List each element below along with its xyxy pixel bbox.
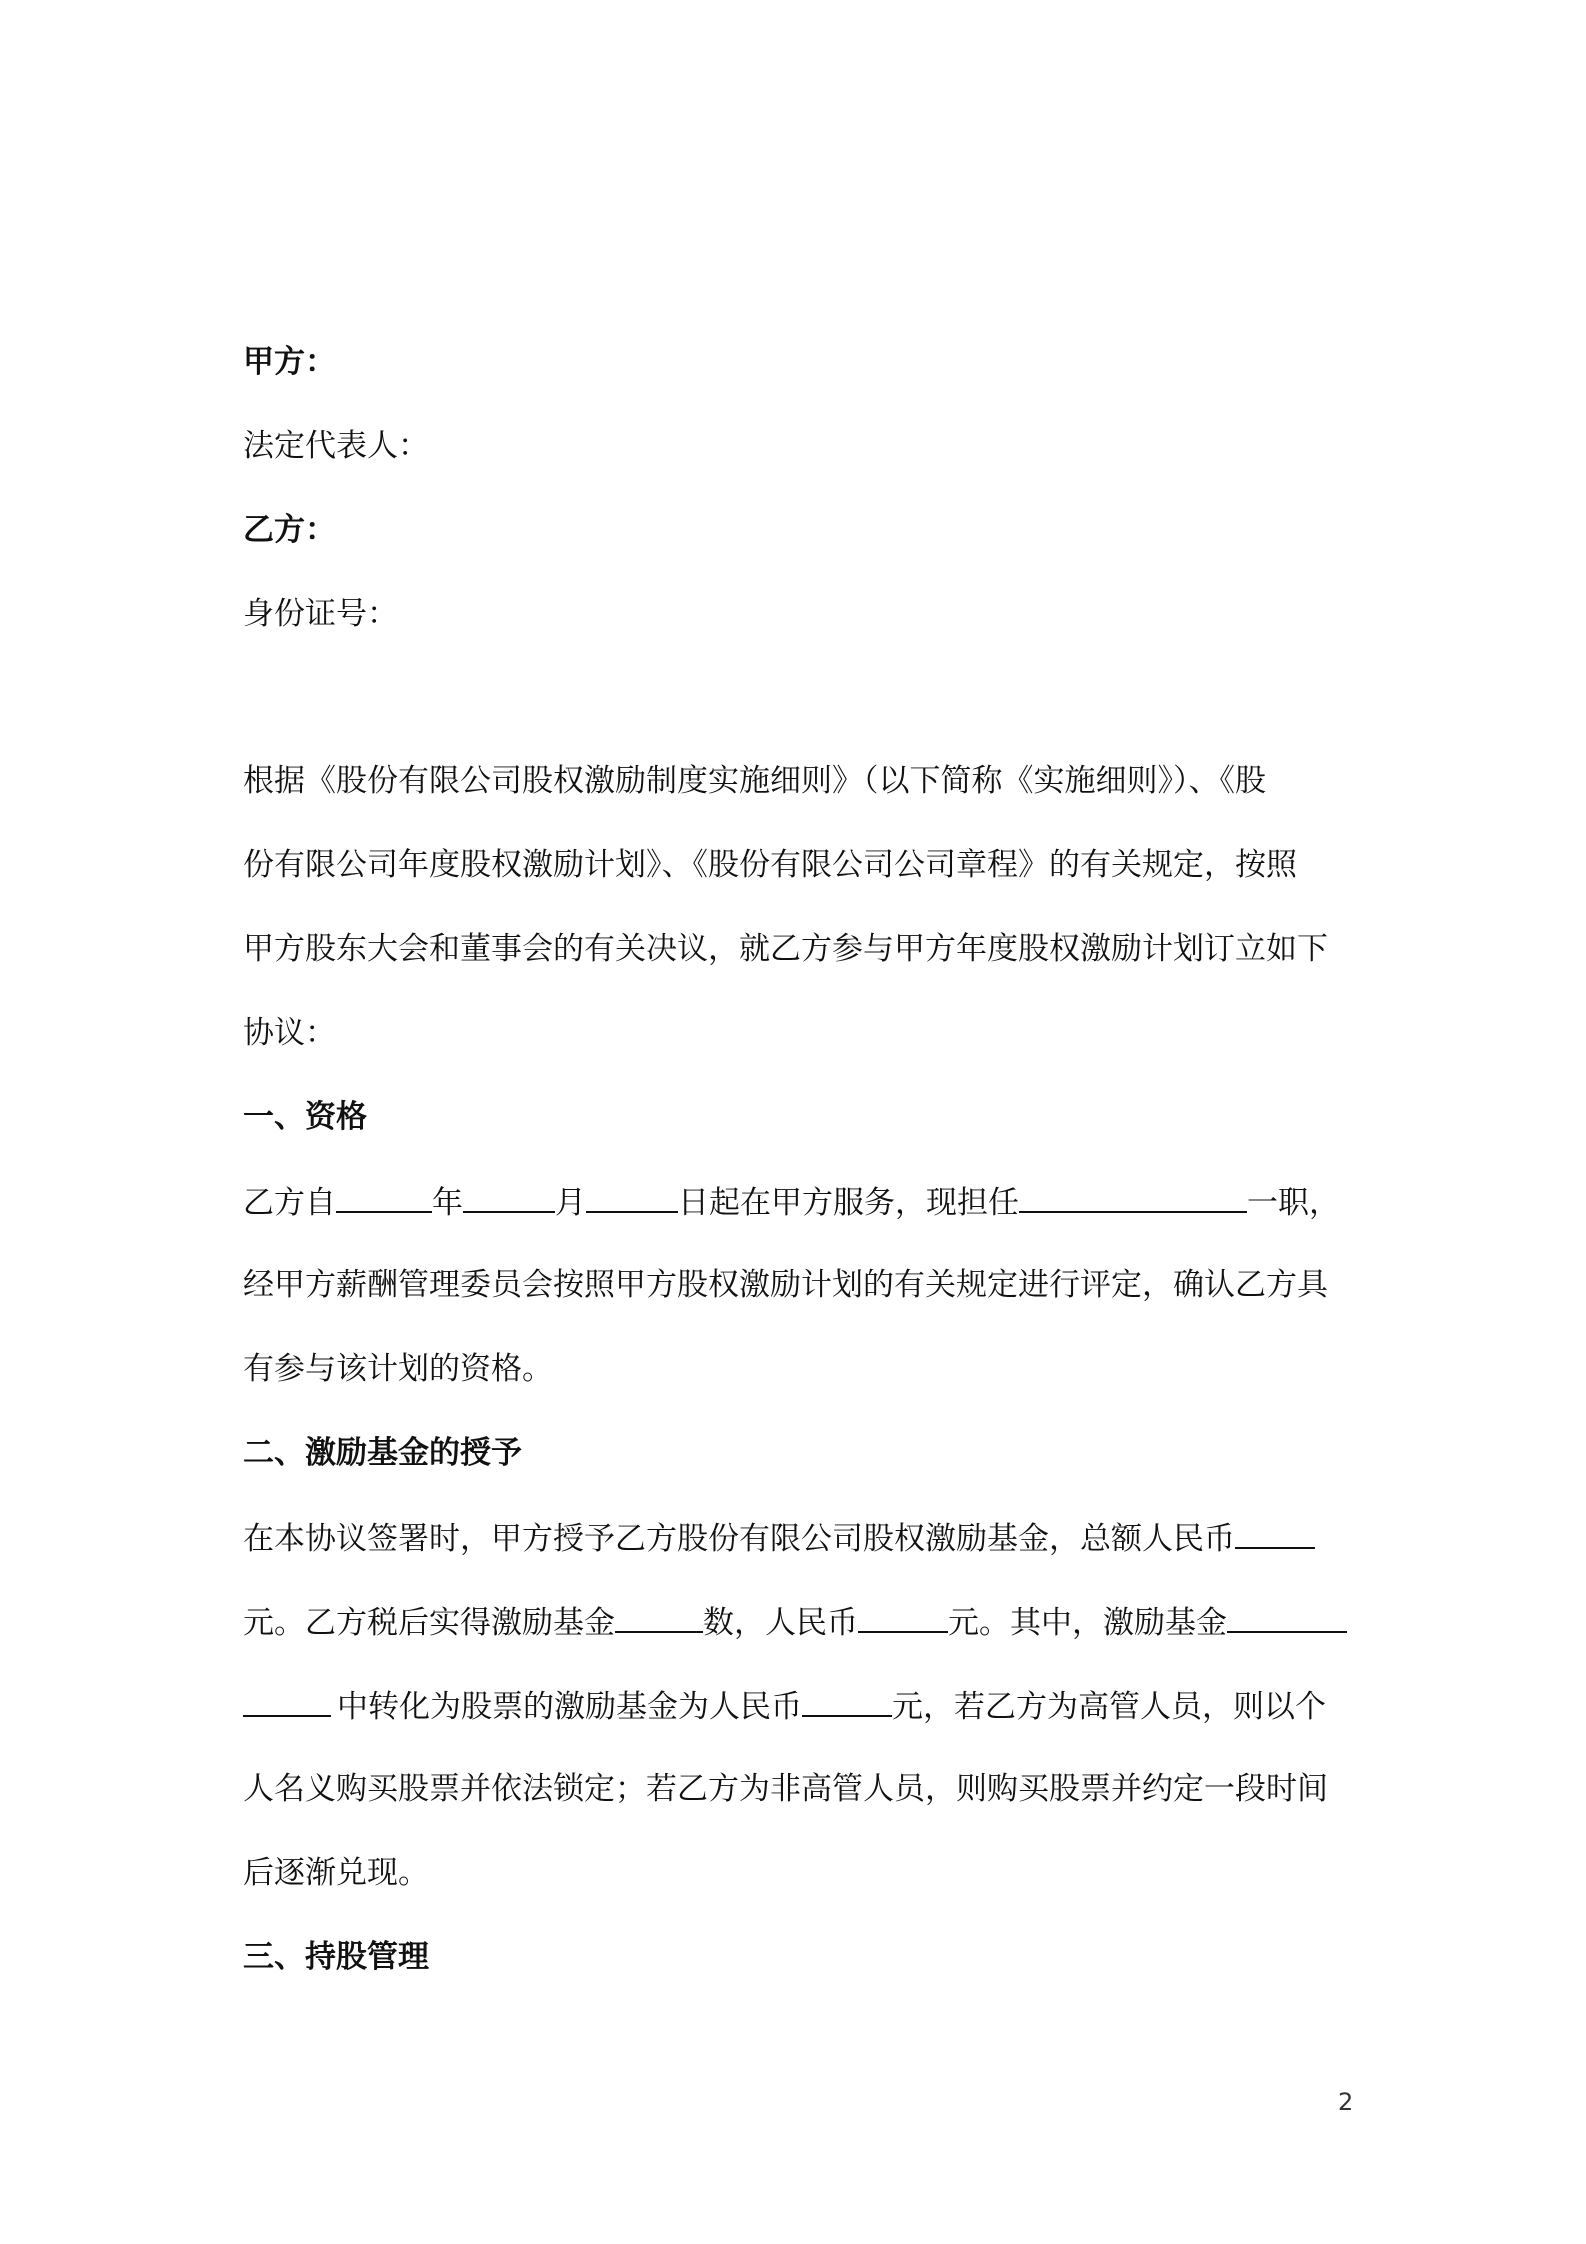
preamble-line-4: 协议： [243,1015,336,1051]
text-service: 日起在甲方服务，现担任 [678,1185,1019,1221]
blank-rmb [858,1601,948,1633]
text-of-which: 元。其中，激励基金 [948,1605,1227,1641]
section-2-line-2 [243,1601,1347,1643]
blank-after-tax [615,1601,703,1633]
blank-fund [1227,1601,1347,1633]
blank-day [586,1181,678,1213]
page-number: 2 [1338,2088,1354,2116]
blank-month [463,1181,555,1213]
party-a-label: 甲方： [243,344,336,380]
preamble-line-2: 份有限公司年度股权激励计划》、《股份有限公司公司章程》的有关规定，按照 [243,847,1297,883]
section-2-line-4: 人名义购买股票并依法锁定；若乙方为非高管人员，则购买股票并约定一段时间 [243,1771,1328,1807]
text-amount: 数，人民币 [703,1605,858,1641]
blank-fund-cont [243,1685,331,1717]
text-yuan-after-tax: 元。乙方税后实得激励基金 [243,1605,615,1641]
section-3-title: 三、持股管理 [243,1939,429,1975]
blank-position [1019,1181,1247,1213]
party-b-label: 乙方： [243,512,336,548]
text-executive: 元，若乙方为高管人员，则以个 [892,1689,1326,1725]
legal-rep-label: 法定代表人： [243,428,429,464]
section-2-line-3 [243,1685,1326,1727]
section-2-title: 二、激励基金的授予 [243,1435,522,1471]
text-year: 年 [432,1185,463,1221]
preamble-line-1: 根据《股份有限公司股权激励制度实施细则》（以下简称《实施细则》）、《股 [243,763,1266,799]
section-2-line-5: 后逐渐兑现。 [243,1855,429,1891]
section-1-line-2: 经甲方薪酬管理委员会按照甲方股权激励计划的有关规定进行评定，确认乙方具 [243,1267,1328,1303]
blank-converted-amount [802,1685,892,1717]
section-2-line-1 [243,1517,1315,1559]
blank-year [336,1181,432,1213]
section-1-line-1 [243,1181,1340,1223]
text-position-suffix: 一职， [1247,1185,1340,1221]
blank-total-amount [1235,1517,1315,1549]
text-month: 月 [555,1185,586,1221]
text-since: 乙方自 [243,1185,336,1221]
preamble-line-3: 甲方股东大会和董事会的有关决议，就乙方参与甲方年度股权激励计划订立如下 [243,931,1328,967]
text-grant: 在本协议签署时，甲方授予乙方股份有限公司股权激励基金，总额人民币 [243,1521,1235,1557]
section-1-title: 一、资格 [243,1099,367,1135]
section-1-line-3: 有参与该计划的资格。 [243,1351,553,1387]
text-converted: 中转化为股票的激励基金为人民币 [337,1689,802,1725]
id-number-label: 身份证号： [243,596,398,632]
